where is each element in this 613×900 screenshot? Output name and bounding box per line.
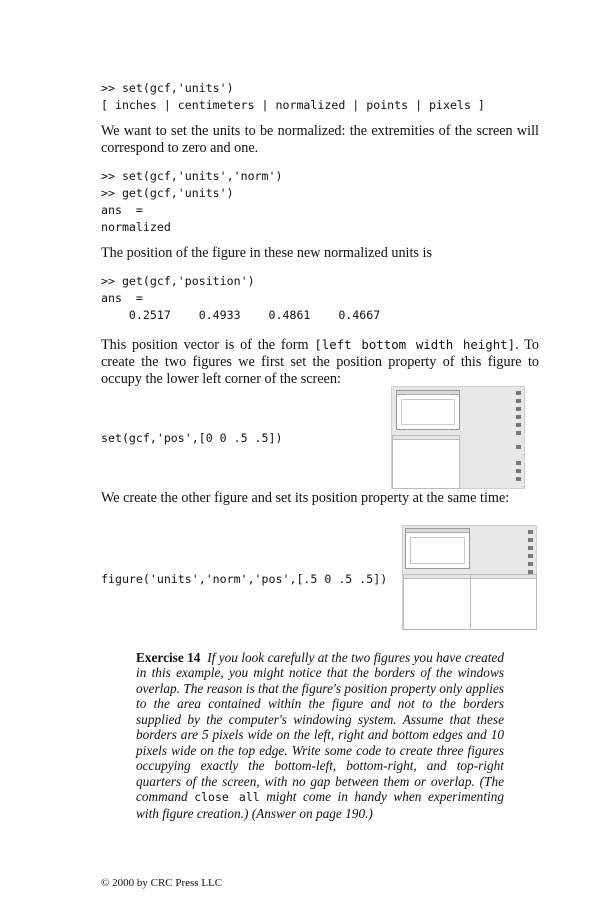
command-window-thumbnail xyxy=(396,390,460,430)
exercise-text: If you look carefully at the two figures you have created in this example, you might notice that the borders of the windows overlap. The reason is that the figure's position property only applies to the area contained within the figure and not to the borders supplied by the computer's windowing system. Assume that these borders are 5 pixels wide on the left, right and bottom edges and 10 pixels wide on the top edge. Write some code to create three figures occupying exactly the bottom-left, bottom-right, and top-right quarters of the screen, with no gap between them or overlap. (The command close all might come in handy when experimenting with figure creation.) (Answer on page 190.) xyxy=(136,650,505,821)
code-figure-units: figure('units','norm','pos',[.5 0 .5 .5]) xyxy=(101,572,388,586)
code-block-set-norm xyxy=(101,168,282,236)
screen-thumbnail-1 xyxy=(391,386,525,489)
code-line: >> set(gcf,'units','norm') xyxy=(101,169,283,183)
toolbar-icons xyxy=(516,391,521,485)
code-line: >> set(gcf,'units') xyxy=(101,81,234,95)
command-window-thumbnail xyxy=(405,528,470,569)
paragraph-normalized: We want to set the units to be normalized: the extremities of the screen will correspond to zero and one. xyxy=(101,123,539,156)
code-line: ans = xyxy=(101,203,143,217)
code-block-units xyxy=(101,80,485,114)
figure-window-bottom-right xyxy=(470,574,537,630)
toolbar-icons xyxy=(528,530,533,578)
exercise-label: Exercise 14 xyxy=(136,650,201,665)
code-set-pos: set(gcf,'pos',[0 0 .5 .5]) xyxy=(101,431,283,445)
code-line: ans = xyxy=(101,291,143,305)
code-line: >> get(gcf,'position') xyxy=(101,274,255,288)
code-block-get-position xyxy=(101,273,380,324)
code-line: 0.2517 0.4933 0.4861 0.4667 xyxy=(101,308,381,322)
exercise-14 xyxy=(136,650,504,821)
figure-window-bottom-left xyxy=(403,574,471,630)
code-line: normalized xyxy=(101,220,171,234)
screen-thumbnail-2 xyxy=(402,525,537,630)
code-line: >> get(gcf,'units') xyxy=(101,186,234,200)
figure-window-bottom-left xyxy=(392,435,460,489)
code-line: [ inches | centimeters | normalized | points | pixels ] xyxy=(101,98,485,112)
paragraph-position-intro: The position of the figure in these new normalized units is xyxy=(101,245,432,261)
paragraph-other-figure: We create the other figure and set its position property at the same time: xyxy=(101,490,510,506)
copyright-footer: © 2000 by CRC Press LLC xyxy=(101,877,223,889)
inline-code: [left bottom width height] xyxy=(314,337,516,352)
inline-code: close all xyxy=(194,790,260,805)
paragraph-position-vector: This position vector is of the form [left bottom width height]. To create the two figures we first set the position property of this figure to occupy the lower left corner of the screen: xyxy=(101,337,539,387)
